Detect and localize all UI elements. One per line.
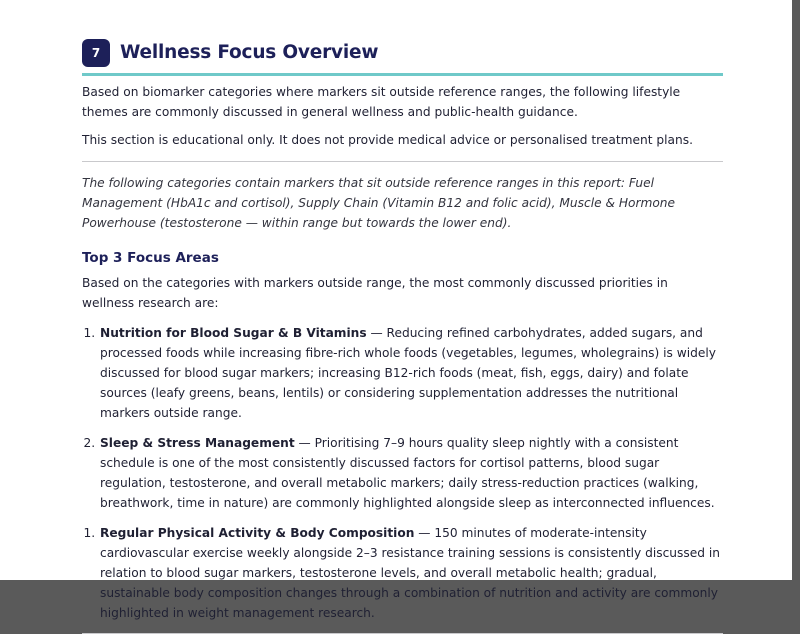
section-header (82, 38, 723, 67)
focus-item-title: Regular Physical Activity & Body Composition (100, 526, 415, 540)
focus-item-title: Sleep & Stress Management (100, 436, 295, 450)
focus-item-separator: — (366, 326, 387, 340)
focus-item-body: Reducing refined carbohydrates, added sugars, and processed foods while increasing fibre-rich whole foods (vegetables, legumes, wholegrains) is widely discussed for blood sugar markers; increasing B12-rich foods (meat, fish, eggs, dairy) and folate sources (leafy greens, beans, lentils) or considering supplementation addresses the nutritional markers outside range. (100, 326, 716, 420)
section-content (82, 38, 723, 634)
divider (82, 161, 723, 162)
focus-item-separator: — (294, 436, 315, 450)
focus-item-nutrition (99, 323, 723, 423)
focus-item-sleep-stress (99, 433, 723, 513)
focus-areas-list (82, 323, 723, 623)
focus-item-body: Prioritising 7–9 hours quality sleep nightly with a consistent schedule is one of the most consistently discussed factors for cortisol patterns, blood sugar regulation, testosterone, and overall metabolic markers; daily stress-reduction practices (walking, breathwork, time in nature) are commonly highlighted alongside sleep as interconnected influences. (100, 436, 715, 510)
focus-item-title: Nutrition for Blood Sugar & B Vitamins (100, 326, 367, 340)
focus-item-physical-activity (99, 523, 723, 623)
focus-item-separator: — (414, 526, 435, 540)
title-underline (82, 73, 723, 76)
section-title: Wellness Focus Overview (120, 42, 379, 63)
section-number-badge: 7 (82, 39, 110, 67)
disclaimer-paragraph: This section is educational only. It does not provide medical advice or personalised treatment plans. (82, 133, 693, 147)
intro-paragraph: Based on biomarker categories where markers sit outside reference ranges, the following lifestyle themes are commonly discussed in general wellness and public-health guidance. (82, 85, 681, 119)
focus-areas-heading: Top 3 Focus Areas (82, 250, 219, 266)
categories-note: The following categories contain markers that sit outside reference ranges in this report: Fuel Management (HbA1c and cortisol), Supply Chain (Vitamin B12 and folic acid), Muscle & Hormone Powerhouse (testosterone — within range but towards the lower end). (82, 176, 676, 230)
focus-item-body: 150 minutes of moderate-intensity cardiovascular exercise weekly alongside 2–3 resistance training sessions is consistently discussed in relation to blood sugar markers, testosterone levels, and overall metabolic health; gradual, sustainable body composition changes through a combination of nutrition and activity are commonly highlighted in weight management research. (100, 526, 720, 620)
focus-areas-lead: Based on the categories with markers outside range, the most commonly discussed priorities in wellness research are: (82, 276, 668, 310)
